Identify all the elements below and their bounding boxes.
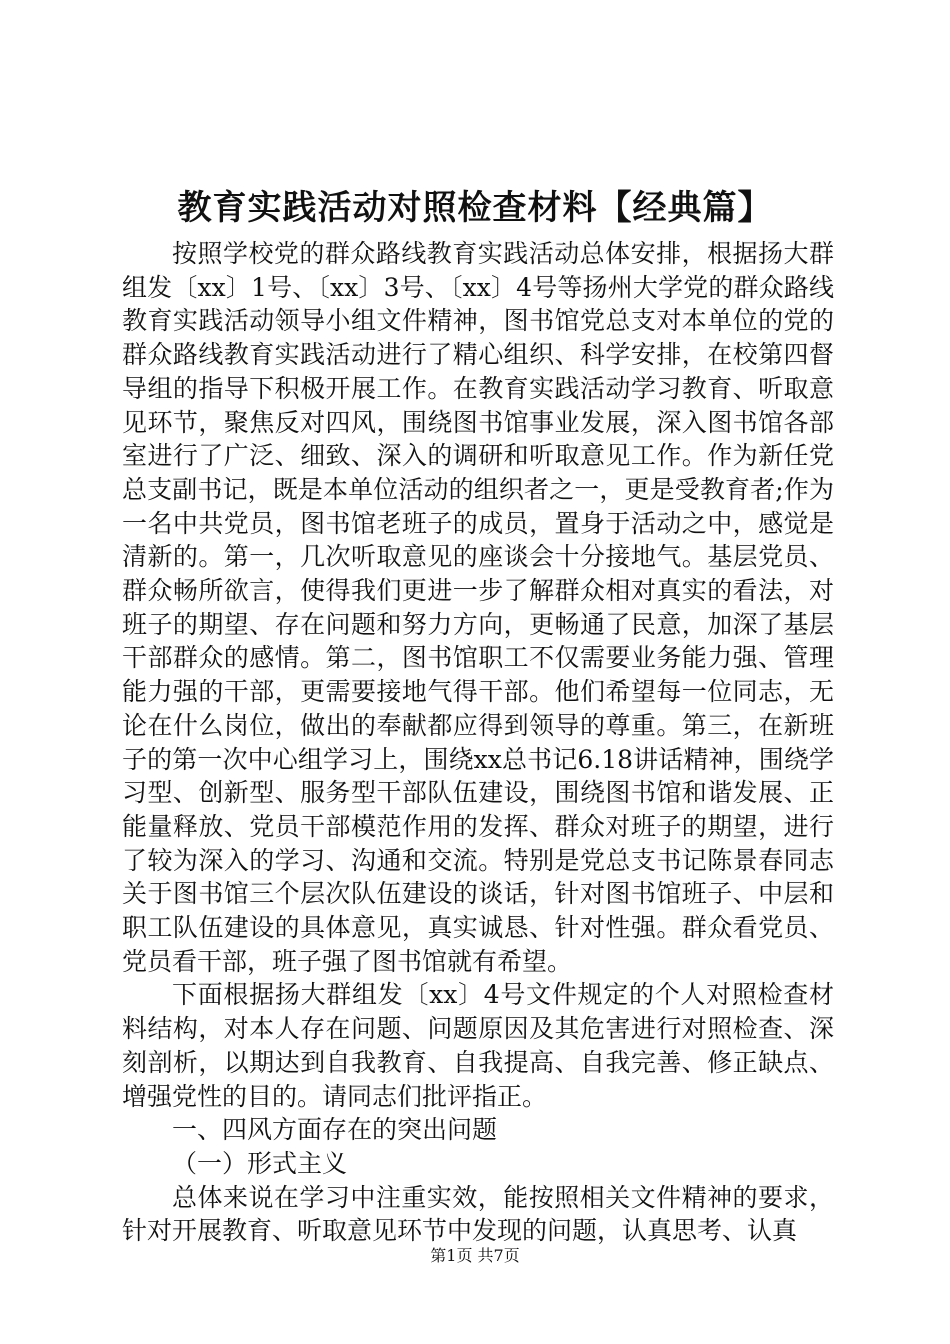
page-footer: 第1页 共7页 [430,1246,520,1265]
document-body [122,237,834,1248]
section-heading-1: 一、四风方面存在的突出问题 [172,1115,498,1145]
document-title: 教育实践活动对照检查材料【经典篇】 [177,188,773,228]
subsection-heading-1: （一）形式主义 [172,1148,348,1178]
paragraph-intro: 按照学校党的群众路线教育实践活动总体安排，根据扬大群组发〔xx〕1号、〔xx〕3号、〔xx〕4号等扬州大学党的群众路线教育实践活动领导小组文件精神，图书馆党总支对本单位的党的群众路线教育实践活动进行了精心组织、科学安排，在校第四督导组的指导下积极开展工作。在教育实践活动学习教育、听取意见环节，聚焦反对四风，围绕图书馆事业发展，深入图书馆各部室进行了广泛、细致、深入的调研和听取意见工作。作为新任党总支副书记，既是本单位活动的组织者之一，更是受教育者;作为一名中共党员，图书馆老班子的成员，置身于活动之中，感觉是清新的。第一，几次听取意见的座谈会十分接地气。基层党员、群众畅所欲言，使得我们更进一步了解群众相对真实的看法，对班子的期望、存在问题和努力方向，更畅通了民意，加深了基层干部群众的感情。第二，图书馆职工不仅需要业务能力强、管理能力强的干部，更需要接地气得干部。他们希望每一位同志，无论在什么岗位，做出的奉献都应得到领导的尊重。第三，在新班子的第一次中心组学习上，围绕xx总书记6.18讲话精神，围绕学习型、创新型、服务型干部队伍建设，围绕图书馆和谐发展、正能量释放、党员干部模范作用的发挥、群众对班子的期望，进行了较为深入的学习、沟通和交流。特别是党总支书记陈景春同志关于图书馆三个层次队伍建设的谈话，针对图书馆班子、中层和职工队伍建设的具体意见，真实诚恳、针对性强。群众看党员、党员看干部，班子强了图书馆就有希望。 [122,239,834,976]
paragraph-formalism: 总体来说在学习中注重实效，能按照相关文件精神的要求，针对开展教育、听取意见环节中发现的问题，认真思考、认真 [122,1182,834,1246]
paragraph-purpose: 下面根据扬大群组发〔xx〕4号文件规定的个人对照检查材料结构，对本人存在问题、问题原因及其危害进行对照检查、深刻剖析，以期达到自我教育、自我提高、自我完善、修正缺点、增强党性的目的。请同志们批评指正。 [122,980,834,1111]
